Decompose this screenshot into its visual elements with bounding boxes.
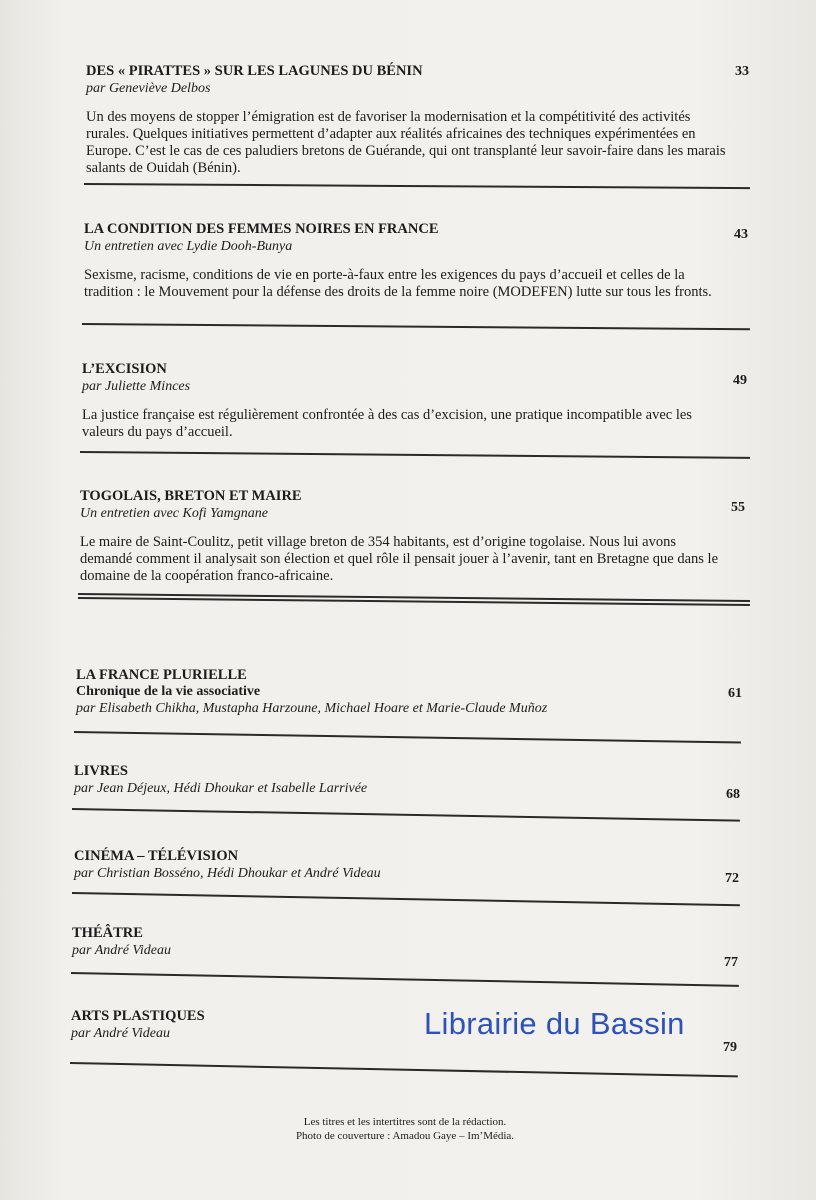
divider: [74, 731, 741, 743]
entry-description: Sexisme, racisme, conditions de vie en porte-à-faux entre les exigences du pays d’accueil et celles de la tradition : le Mouvement pour la défense des droits de la femme noire (MODEFEN) lutte sur tous les fronts.: [84, 267, 712, 300]
footer-line: Photo de couverture : Amadou Gaye – Im’Média.: [295, 1130, 515, 1142]
footer-note: [270, 1115, 540, 1143]
entry-title: L’EXCISION: [82, 361, 167, 377]
entry-page-number: 72: [725, 871, 739, 886]
toc-entry: [76, 667, 716, 717]
entry-title: DES « PIRATTES » SUR LES LAGUNES DU BÉNIN: [86, 63, 423, 79]
double-divider: [78, 593, 750, 602]
toc-entry: [74, 763, 714, 797]
entry-author: par Juliette Minces: [82, 379, 191, 394]
divider: [72, 892, 740, 906]
entry-page-number: 79: [723, 1040, 737, 1055]
divider: [72, 808, 740, 821]
divider: [80, 451, 750, 458]
divider: [82, 323, 750, 330]
toc-entry: [86, 63, 726, 177]
entry-title: ARTS PLASTIQUES: [71, 1008, 205, 1024]
entry-title: TOGOLAIS, BRETON ET MAIRE: [80, 488, 302, 504]
entry-page-number: 77: [724, 955, 738, 970]
toc-entry: [80, 488, 725, 585]
entry-subtitle: Chronique de la vie associative: [76, 684, 261, 699]
entry-description: Le maire de Saint-Coulitz, petit village breton de 354 habitants, est d’origine togolaise. Nous lui avons demandé comment il analysait son élection et quel rôle il pensait jouer à l’avenir, tant en Bretagne que dans le domaine de la coopération franco-africaine.: [80, 534, 718, 584]
entry-author: par Christian Bosséno, Hédi Dhoukar et André Videau: [74, 866, 381, 881]
entry-title: LA CONDITION DES FEMMES NOIRES EN FRANCE: [84, 221, 439, 237]
watermark-text: Librairie du Bassin: [424, 1006, 685, 1041]
entry-title: CINÉMA – TÉLÉVISION: [74, 848, 239, 864]
toc-entry: [82, 361, 722, 441]
footer-line: Les titres et les intertitres sont de la rédaction.: [303, 1116, 507, 1128]
entry-page-number: 55: [731, 500, 745, 515]
entry-title: LIVRES: [74, 763, 128, 779]
entry-author: par Jean Déjeux, Hédi Dhoukar et Isabelle Larrivée: [74, 781, 368, 796]
entry-author: Un entretien avec Kofi Yamgnane: [80, 506, 268, 521]
entry-page-number: 61: [728, 686, 742, 701]
entry-page-number: 33: [735, 64, 749, 79]
toc-entry: [84, 221, 724, 301]
divider: [71, 972, 739, 986]
entry-title: THÉÂTRE: [72, 925, 143, 941]
divider: [84, 183, 750, 189]
entry-description: Un des moyens de stopper l’émigration est de favoriser la modernisation et la compétitivité des activités rurales. Quelques initiatives permettent d’adapter aux réalités africaines des techniques expérimentées en Europe. C’est le cas de ces paludiers bretons de Guérande, qui ont transplanté leur savoir-faire dans les marais salants de Ouidah (Bénin).: [86, 109, 726, 176]
toc-entry: [71, 1008, 431, 1042]
entry-author: par André Videau: [72, 943, 172, 958]
entry-author: par Geneviève Delbos: [86, 81, 211, 96]
toc-entry: [72, 925, 712, 959]
divider: [70, 1062, 738, 1077]
entry-author: par Elisabeth Chikha, Mustapha Harzoune, Michael Hoare et Marie-Claude Muñoz: [76, 701, 548, 716]
entry-title: LA FRANCE PLURIELLE: [76, 667, 247, 683]
entry-page-number: 49: [733, 373, 747, 388]
entry-description: La justice française est régulièrement confrontée à des cas d’excision, une pratique incompatible avec les valeurs du pays d’accueil.: [82, 407, 692, 440]
entry-page-number: 68: [726, 787, 740, 802]
entry-author: Un entretien avec Lydie Dooh-Bunya: [84, 239, 293, 254]
entry-author: par André Videau: [71, 1026, 171, 1041]
toc-entry: [74, 848, 714, 882]
entry-page-number: 43: [734, 227, 748, 242]
